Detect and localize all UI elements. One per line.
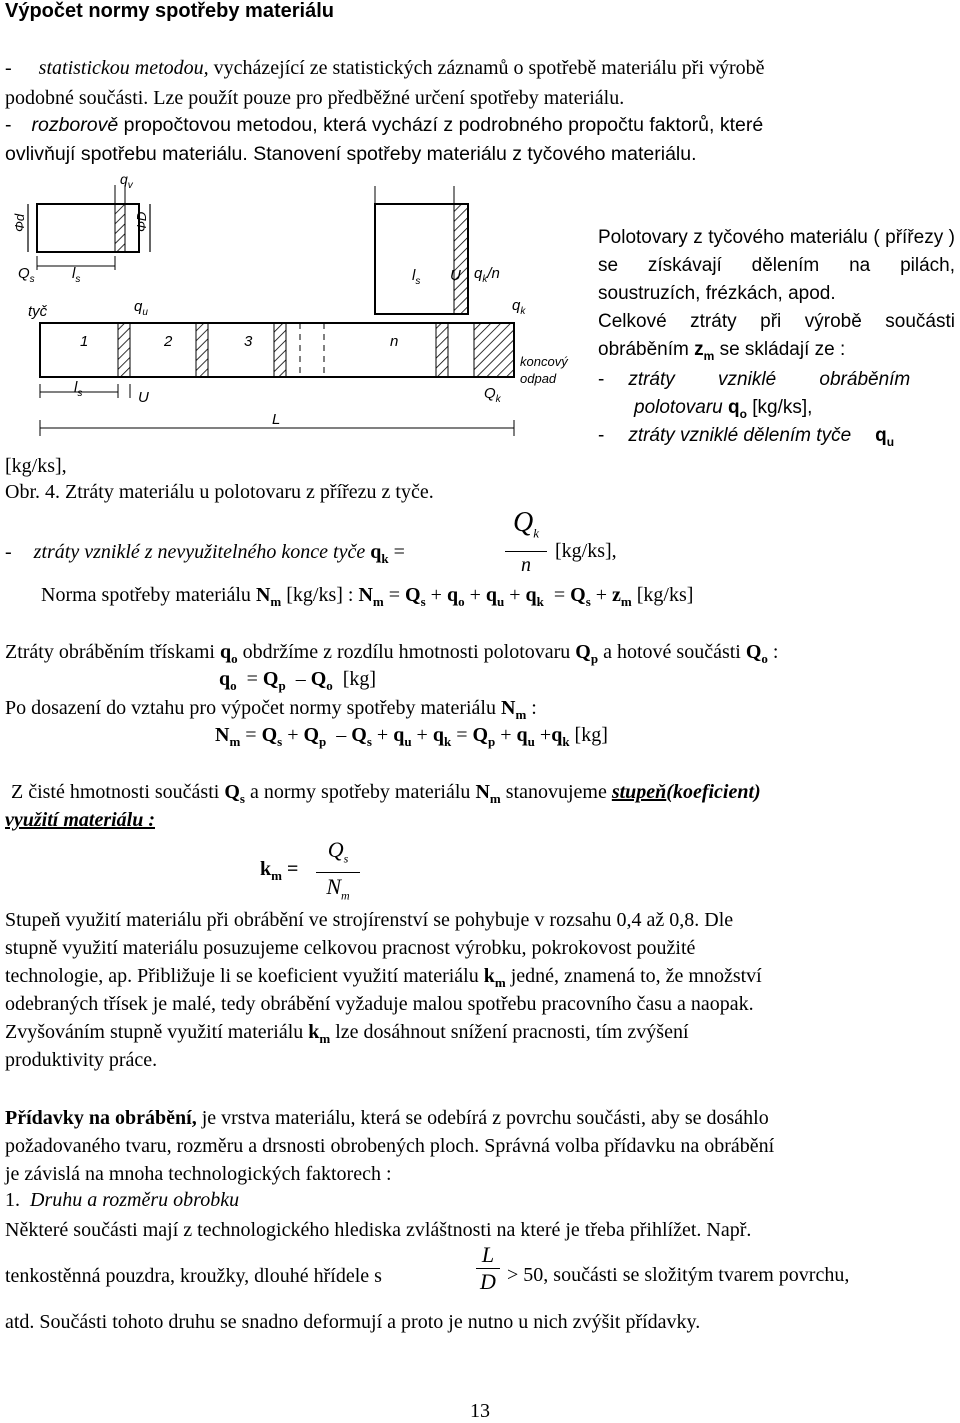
- label-phi-d: Φd: [12, 213, 27, 232]
- formula-symbol: q: [219, 668, 231, 690]
- bullet-dash: -: [5, 57, 12, 79]
- formula-operator: [kg]: [332, 668, 377, 690]
- stupen-line-3: technologie, ap. Přibližuje li se koeficient využití materiálu $k_m$ jedné, znamená to, že množství: [5, 965, 762, 990]
- formula-symbol: Q: [310, 668, 327, 690]
- formula-subscript: m: [620, 594, 632, 609]
- km-line-2: využití materiálu :: [5, 809, 155, 831]
- km-line-1: Z čisté hmotnosti součásti $Q_s$ a normy spotřeby materiálu $N_m$ stanovujeme stupeň(koeficient): [11, 781, 761, 806]
- formula-symbol: q: [525, 584, 537, 606]
- km-fraction: $Q_s$ $N_m$: [316, 836, 360, 910]
- formula-operator: +: [504, 584, 526, 606]
- formula-symbol: Q: [405, 584, 421, 606]
- blank-large: [375, 186, 468, 314]
- formula-operator: [kg/ks]: [631, 584, 694, 606]
- label-part-2: 2: [164, 333, 173, 350]
- label-Qk: $Q_k$: [484, 385, 501, 405]
- norma-line: Norma spotřeby materiálu $N_m$ [kg/ks] : $N_m = Q_s + q_o + q_u + q_k = Q_s + z_m$ [kg/ks]: [41, 584, 694, 609]
- intro-line-1: [5, 56, 765, 80]
- label-qu: $q_u$: [134, 298, 148, 318]
- side-bullet-2: - ztráty vzniklé dělením tyče $q_u$: [598, 425, 895, 449]
- intro-method-analytic: rozborově: [31, 114, 119, 136]
- intro-method-statistical: statistickou metodou,: [38, 57, 209, 79]
- intro-text: propočtovou metodou, která vychází z podrobného propočtu faktorů, které: [118, 114, 764, 136]
- qk-unit: [kg/ks],: [555, 540, 617, 562]
- stupen-line-6: produktivity práce.: [5, 1049, 158, 1071]
- intro-line-2: podobné součásti. Lze použít pouze pro předběžné určení spotřeby materiálu.: [5, 87, 625, 109]
- formula-symbol: q: [446, 584, 459, 606]
- formula-operator: =: [543, 584, 571, 606]
- formula-operator: +: [411, 724, 433, 746]
- stupen-line-1: Stupeň využití materiálu při obrábění ve strojírenství se pohybuje v rozsahu 0,4 až 0,8. Dle: [5, 909, 734, 931]
- pridavky-line-5b: > 50, součásti se složitým tvarem povrchu,: [507, 1264, 850, 1286]
- stupen-line-2: stupně využití materiálu posuzujeme celkovou pracnost výrobku, pokrokovost použité: [5, 937, 696, 959]
- formula-symbol: q: [485, 584, 497, 606]
- losses-line-2: Po dosazení do vztahu pro výpočet normy spotřeby materiálu $N_m$ :: [5, 697, 537, 722]
- formula-symbol: Q: [261, 724, 278, 746]
- stupen-line-4: odebraných třísek je malé, tedy obrábění vyžaduje malou spotřebu pracovního času a naopak.: [5, 993, 754, 1015]
- formula-symbol: q: [393, 724, 405, 746]
- pridavky-line-3: je závislá na mnoha technologických faktorech :: [5, 1163, 392, 1185]
- formula-subscript: s: [277, 734, 283, 749]
- side-bullet-1b: polotovaru $q_o$ [kg/ks],: [634, 397, 813, 421]
- formula-subscript: k: [443, 734, 452, 749]
- formula-subscript: s: [366, 734, 372, 749]
- formula-subscript: o: [458, 594, 465, 609]
- ld-fraction: L D: [476, 1242, 500, 1295]
- stupen-line-5: Zvyšováním stupně využití materiálu $k_m$ lze dosáhnout snížení pracnosti, tím zvýšení: [5, 1021, 689, 1046]
- formula-subscript: o: [326, 678, 333, 693]
- page-number: 13: [470, 1400, 490, 1422]
- formula-subscript: o: [230, 678, 237, 693]
- formula-operator: =: [383, 584, 406, 606]
- label-U-right: U: [450, 267, 461, 284]
- label-Qs: $Q_s$: [18, 265, 35, 285]
- label-part-n: n: [390, 333, 399, 350]
- label-ls-bar: $l_s$: [74, 379, 83, 399]
- qk-formula-line: - ztráty vzniklé z nevyužitelného konce tyče $q_k$ =: [5, 541, 405, 566]
- formula-symbol: Q: [262, 668, 279, 690]
- formula-symbol: Q: [472, 724, 489, 746]
- formula-symbol: q: [516, 724, 528, 746]
- label-ls-right: $l_s$: [412, 267, 421, 287]
- formula-operator: +: [282, 724, 304, 746]
- figure-material-loss-diagram: [0, 170, 590, 440]
- blank-small: [28, 185, 150, 270]
- formula-subscript: m: [229, 734, 241, 749]
- bullet-dash: -: [5, 114, 12, 136]
- formula-operator: +: [534, 724, 552, 746]
- figure-caption: Obr. 4. Ztráty materiálu u polotovaru z přířezu z tyče.: [5, 481, 434, 503]
- formula-symbol: q: [551, 724, 563, 746]
- formula-subscript: p: [488, 734, 496, 749]
- pridavky-line-2: požadovaného tvaru, rozměru a drsnosti obrobených ploch. Správná volba přídavku na obrábění: [5, 1135, 775, 1157]
- formula-subscript: p: [278, 678, 286, 693]
- formula-subscript: u: [496, 594, 505, 609]
- pridavky-line-6: atd. Součásti tohoto druhu se snadno deformují a proto je nutno u nich zvýšit přídavky.: [5, 1311, 701, 1333]
- label-part-1: 1: [80, 333, 89, 350]
- formula-operator: =: [240, 724, 262, 746]
- formula-operator: [kg]: [569, 724, 608, 746]
- label-ls-top: $l_s$: [72, 265, 81, 285]
- side-bullet-1: - ztráty vzniklé obráběním: [598, 369, 911, 390]
- pridavky-line-1: Přídavky na obrábění, je vrstva materiálu, která se odebírá z povrchu součásti, aby se dosáhlo: [5, 1107, 769, 1129]
- formula-operator: =: [451, 724, 473, 746]
- unit-line: [kg/ks],: [5, 455, 67, 477]
- formula-subscript: s: [420, 594, 426, 609]
- label-odpad: odpad: [520, 371, 557, 386]
- label-phi-D: ΦD: [134, 211, 149, 232]
- intro-text: vycházející ze statistických záznamů o spotřebě materiálu při výrobě: [208, 57, 765, 79]
- formula-symbol: q: [432, 724, 444, 746]
- losses-formula-2: [215, 724, 608, 750]
- pridavky-line-5a: tenkostěnná pouzdra, kroužky, dlouhé hřídele s: [5, 1265, 382, 1287]
- label-qk-n: $q_k/n$: [474, 265, 500, 285]
- formula-operator: +: [425, 584, 447, 606]
- label-qv: $q_v$: [120, 171, 133, 191]
- label-part-3: 3: [244, 333, 253, 350]
- formula-operator: –: [285, 668, 311, 690]
- pridavky-line-4: Některé součásti mají z technologického hlediska zvláštnosti na které je třeba přihlížet. Např.: [5, 1219, 752, 1241]
- intro-line-4: ovlivňují spotřebu materiálu. Stanovení spotřeby materiálu z tyčového materiálu.: [5, 143, 697, 165]
- intro-line-3: [5, 113, 763, 137]
- label-U-bar: U: [138, 389, 149, 406]
- page-title: Výpočet normy spotřeby materiálu: [5, 0, 334, 22]
- formula-operator: +: [371, 724, 394, 746]
- formula-subscript: k: [536, 594, 544, 609]
- formula-operator: +: [495, 724, 517, 746]
- formula-symbol: z: [612, 584, 621, 606]
- formula-symbol: N: [215, 724, 230, 746]
- formula-operator: –: [326, 724, 352, 746]
- formula-subscript: s: [585, 594, 591, 609]
- formula-symbol: Q: [351, 724, 367, 746]
- km-formula-lhs: $k_m$ =: [260, 858, 299, 883]
- side-paragraph-polotovary: Polotovary z tyčového materiálu ( přířezy ) se získávají dělením na pilách, soustruzích, frézkách, apod.: [598, 227, 955, 304]
- losses-formula-1: [219, 668, 376, 694]
- formula-subscript: u: [527, 734, 535, 749]
- pridavky-item-1: 1. Druhu a rozměru obrobku: [5, 1189, 240, 1211]
- label-qk: $q_k$: [512, 297, 526, 317]
- formula-operator: +: [464, 584, 486, 606]
- formula-subscript: m: [372, 594, 384, 609]
- formula-subscript: p: [319, 734, 327, 749]
- formula-symbol: N: [358, 584, 373, 606]
- label-tyc: tyč: [28, 303, 48, 320]
- label-koncovy: koncový: [520, 354, 568, 369]
- qk-fraction: $Q_k$ n: [505, 506, 547, 578]
- losses-line-1: Ztráty obráběním třískami $q_o$ obdržíme z rozdílu hmotnosti polotovaru $Q_p$ a hotové součásti $Q_o$ :: [5, 641, 779, 666]
- formula-operator: +: [590, 584, 613, 606]
- formula-symbol: Q: [570, 584, 586, 606]
- formula-subscript: k: [562, 734, 570, 749]
- formula-symbol: Q: [303, 724, 320, 746]
- formula-subscript: u: [404, 734, 412, 749]
- side-paragraph-celkove: Celkové ztráty při výrobě součásti obráběním $z_m$ se skládají ze :: [598, 311, 955, 363]
- label-L: L: [272, 411, 281, 428]
- formula-operator: =: [236, 668, 263, 690]
